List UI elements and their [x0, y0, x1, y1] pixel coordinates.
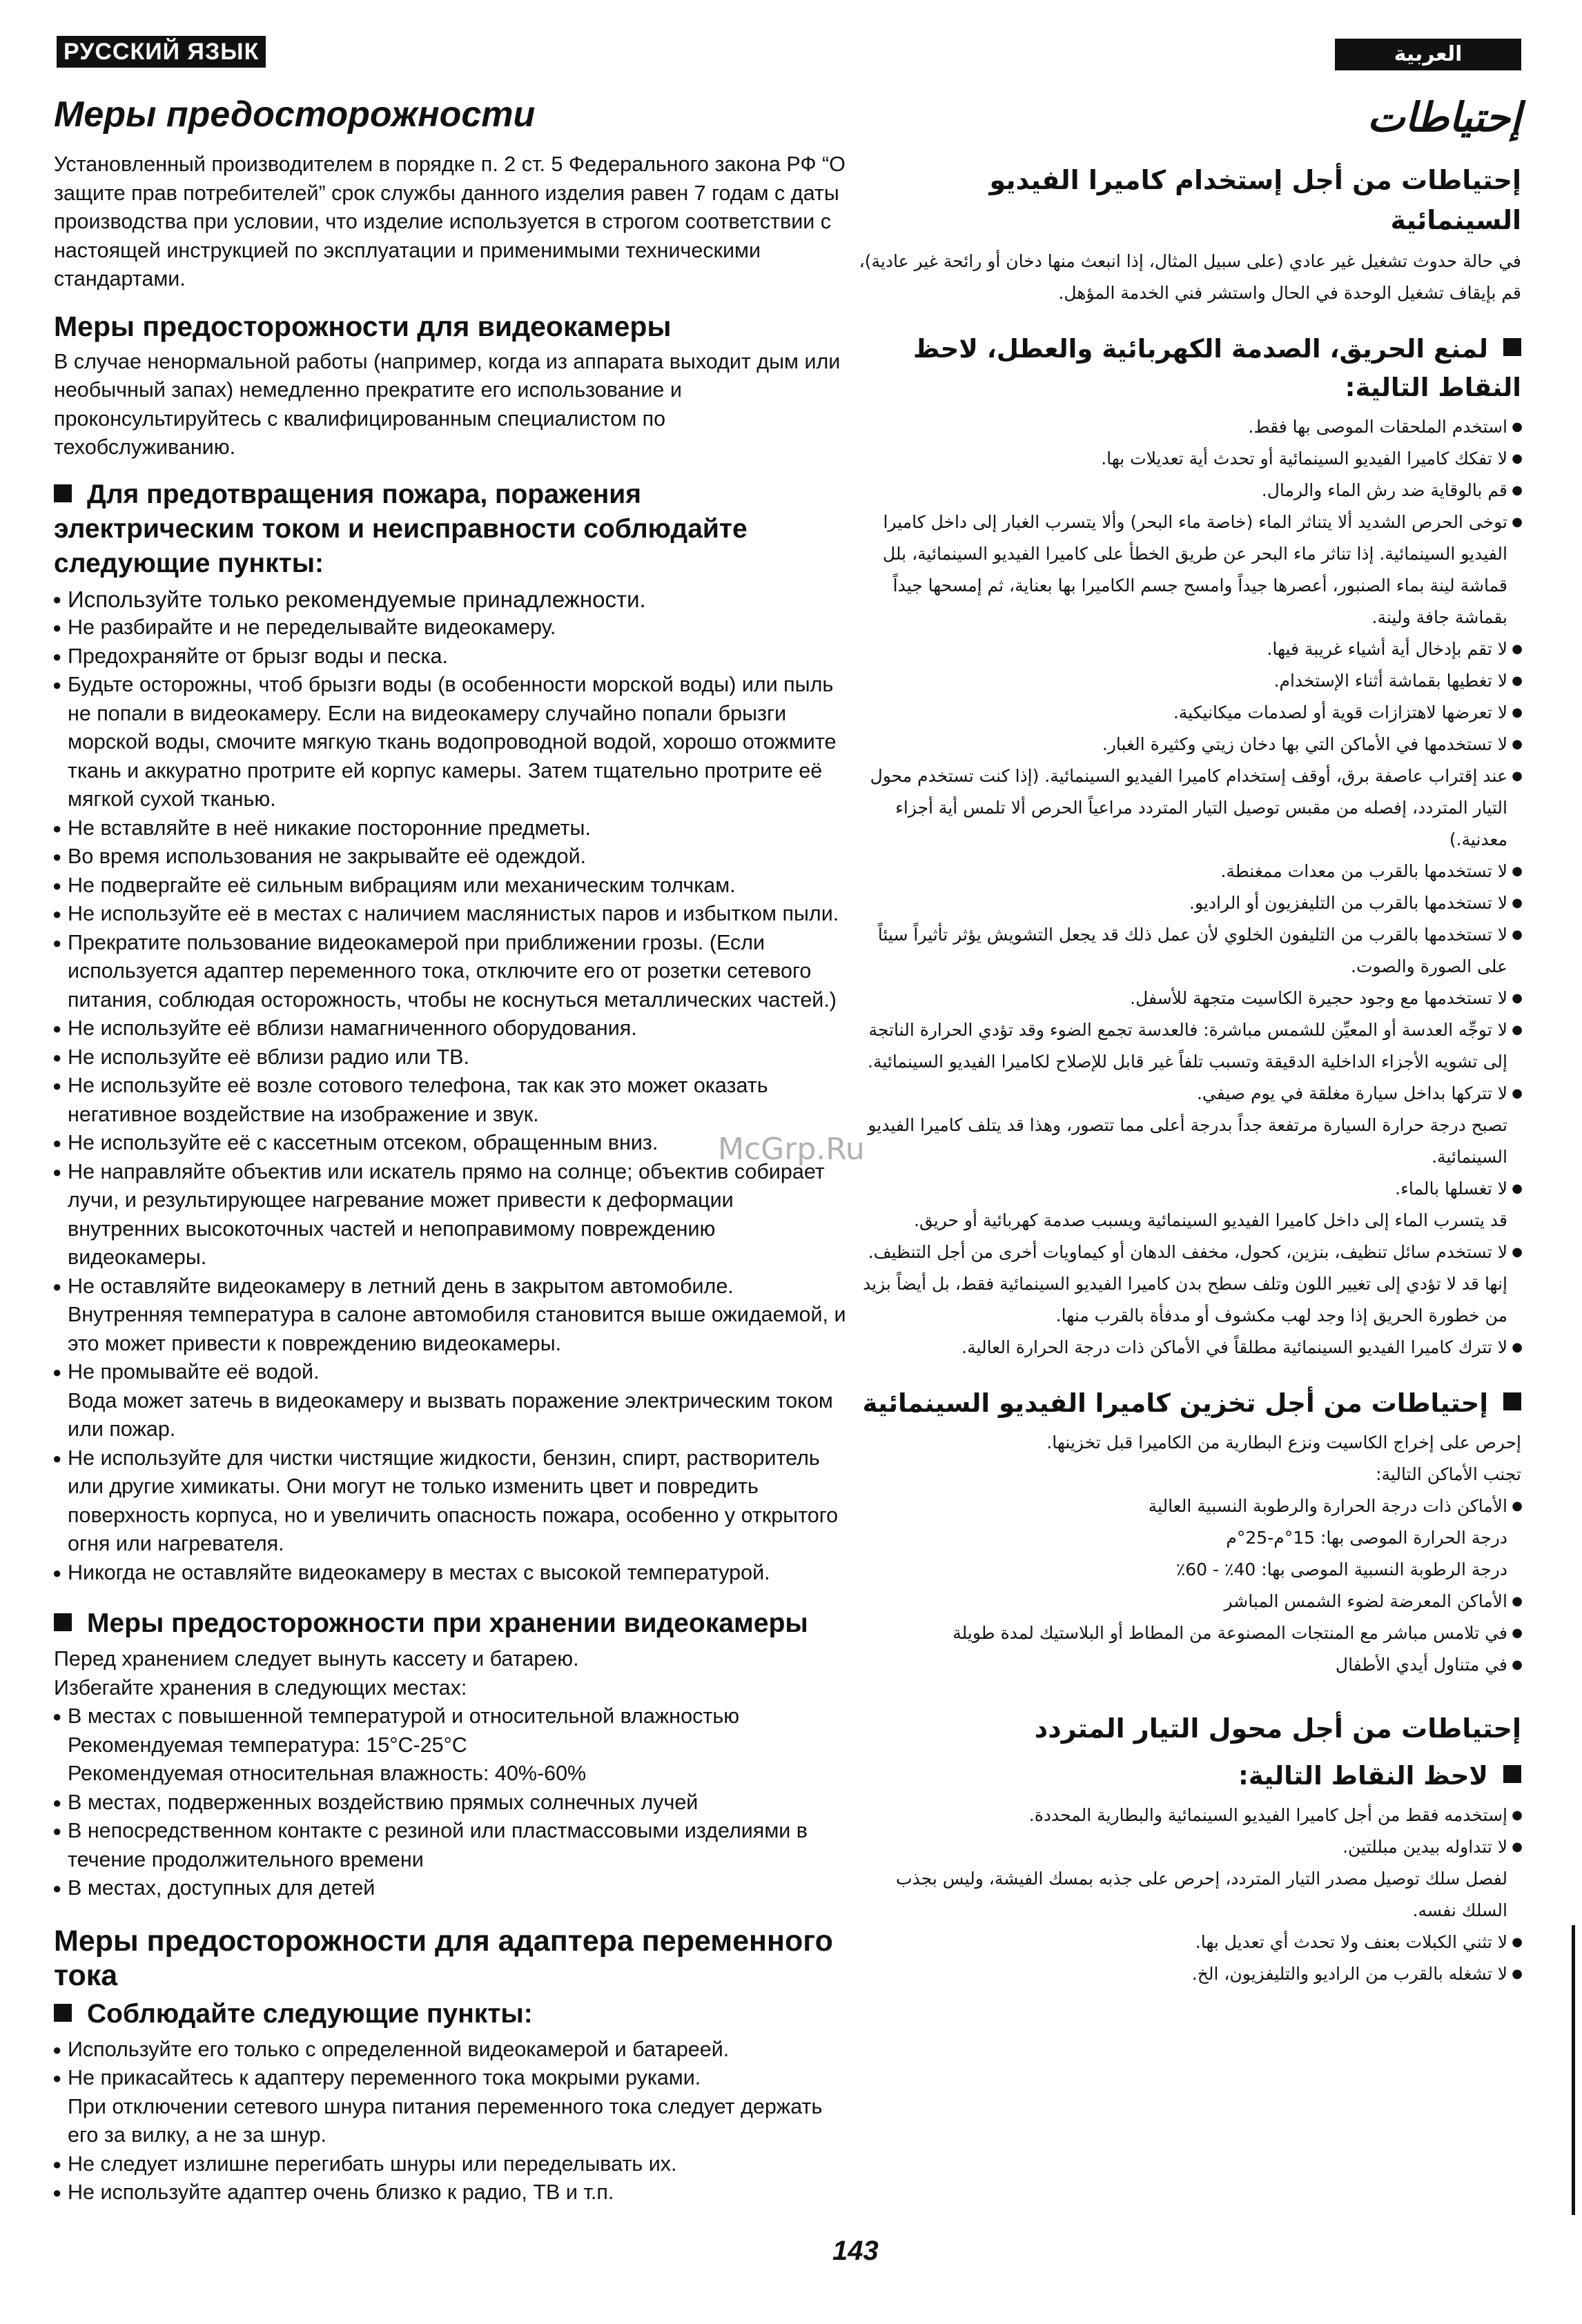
- storage-list-arabic: [859, 1490, 1521, 1522]
- adapter-subheading-arabic: لاحظ النقاط التالية:: [859, 1757, 1521, 1795]
- list-item: ● Не подвергайте её сильным вибрациям или механическим толчкам.: [54, 872, 848, 900]
- list-item: ● قم بالوقاية ضد رش الماء والرمال.: [859, 475, 1521, 506]
- list-item: ● Не вставляйте в неё никакие посторонние предметы.: [54, 814, 848, 843]
- adapter-list-arabic: [859, 1800, 1521, 1863]
- list-item: ● В непосредственном контакте с резиной или пластмассовыми изделиями в течение продолжительного времени: [54, 1817, 848, 1874]
- list-item: ● لا تستخدم سائل تنظيف، بنزين، كحول، مخفف الدهان أو كيماويات أخرى من أجل التنظيف. إنها قد لا تؤدي إلى تغيير اللون وتلف سطح بدن كاميرا الفيديو السينمائية فقط، بل أيضاً بزيد من خطورة الحريق إذا وجد لهب مكشوف أو مدفأة بالقرب منها.: [859, 1237, 1521, 1332]
- list-item: ● Не следует излишне перегибать шнуры или переделывать их.: [54, 2150, 848, 2179]
- storage-intro-1: Перед хранением следует вынуть кассету и батарею.: [54, 1647, 579, 1671]
- list-item: ● В местах, подверженных воздействию прямых солнечных лучей: [54, 1789, 848, 1818]
- list-item: ● توخى الحرص الشديد ألا يتناثر الماء (خاصة ماء البحر) وألا يتسرب الغبار إلى داخل كاميرا الفيديو السينمائية. إذا تناثر ماء البحر عن طريق الخطأ على كاميرا الفيديو السينمائية، بلل قماشة لينة بماء الصنبور، أعصرها جيداً وامسح جسم الكاميرا بها بعناية، ثم إمسحها جيداً بقماشة جافة ولينة.: [859, 506, 1521, 633]
- fire-prevention-heading: Для предотвращения пожара, поражения электрическим током и неисправности соблюдайте следующие пункты:: [54, 479, 748, 578]
- list-item: ● لا تستخدمها بالقرب من التليفزيون أو الراديو.: [859, 887, 1521, 919]
- list-item: ● لا تستخدمها بالقرب من معدات ممغنطة.: [859, 856, 1521, 887]
- list-item: ● لا تفكك كاميرا الفيديو السينمائية أو تحدث أية تعديلات بها.: [859, 443, 1521, 475]
- list-item: ● لا تثني الكبلات بعنف ولا تحدث أي تعديل بها.: [859, 1927, 1521, 1958]
- fire-prevention-list: [54, 585, 848, 1387]
- list-item: ● لا تعرضها لاهتزازات قوية أو لصدمات ميكانيكية.: [859, 697, 1521, 729]
- square-bullet-icon: [54, 2004, 72, 2022]
- storage-list: [54, 1702, 848, 1731]
- storage-temperature-arabic: درجة الحرارة الموصى بها: 15°م-25°م: [1226, 1528, 1507, 1548]
- list-item: ● Предохраняйте от брызг воды и песка.: [54, 642, 848, 671]
- list-item: ● Используйте его только с определенной видеокамерой и батареей.: [54, 2036, 848, 2065]
- fire-prevention-list-arabic: [859, 411, 1521, 1110]
- list-item: ● Не используйте её вблизи намагниченного оборудования.: [54, 1014, 848, 1043]
- list-item: ● Не прикасайтесь к адаптеру переменного тока мокрыми руками.: [54, 2064, 848, 2093]
- list-item: ● Не направляйте объектив или искатель прямо на солнце; объектив собирает лучи, и результирующее нагревание может привести к деформации внутренних высокоточных частей и непоправимому повреждению видеокамеры.: [54, 1158, 848, 1272]
- list-item: ● في تلامس مباشر مع المنتجات المصنوعة من المطاط أو البلاستيك لمدة طويلة: [859, 1617, 1521, 1649]
- storage-list-arabic-continued: [859, 1586, 1521, 1681]
- list-item: ● لا تتركها بداخل سيارة مغلقة في يوم صيفي.: [859, 1078, 1521, 1110]
- list-item: ● لا تترك كاميرا الفيديو السينمائية مطلقاً في الأماكن ذات درجة الحرارة العالية.: [859, 1332, 1521, 1363]
- camera-precautions-heading: Меры предосторожности для видеокамеры: [54, 310, 672, 342]
- storage-humidity: Рекомендуемая относительная влажность: 40%-60%: [68, 1762, 587, 1785]
- intro-paragraph: Установленный производителем в порядке п. 2 ст. 5 Федерального закона РФ “О защите прав потребителей” срок службы данного изделия равен 7 годам с даты производства при условии, что изделие используется в строгом соответствии с настоящей инструкцией по эксплуатации и применимыми техническими стандартами.: [54, 152, 846, 290]
- storage-list-continued: [54, 1789, 848, 1903]
- list-item: ● إستخدمه فقط من أجل كاميرا الفيديو السينمائية والبطارية المحددة.: [859, 1800, 1521, 1831]
- camera-precautions-intro: В случае ненормальной работы (например, когда из аппарата выходит дым или необычный запах) немедленно прекратите его использование и проконсультируйтесь с квалифицированным специалистом по техобслуживанию.: [54, 349, 841, 459]
- page-title: Меры предосторожности: [54, 95, 536, 135]
- square-bullet-icon: [1503, 338, 1521, 356]
- list-item: ● استخدم الملحقات الموصى بها فقط.: [859, 411, 1521, 443]
- list-item: ● Не используйте её возле сотового телефона, так как это может оказать негативное воздействие на изображение и звук.: [54, 1072, 848, 1129]
- adapter-note: При отключении сетевого шнура питания переменного тока следует держать его за вилку, а не за шнур.: [68, 2094, 823, 2147]
- list-item: ● Не используйте её в местах с наличием маслянистых паров и избытком пыли.: [54, 900, 848, 929]
- fire-prevention-list-continued: [54, 1444, 848, 1588]
- list-item: ● Не используйте её вблизи радио или ТВ.: [54, 1043, 848, 1072]
- list-item: ● В местах, доступных для детей: [54, 1874, 848, 1903]
- storage-intro-1-arabic: إحرص على إخراج الكاسيت ونزع البطارية من الكاميرا قبل تخزينها.: [1046, 1432, 1521, 1452]
- list-item: ● لا تستخدمها بالقرب من التليفون الخلوي لأن عمل ذلك قد يجعل التشويش يؤثر تأثيراً سيئاً على الصورة والصوت.: [859, 919, 1521, 983]
- adapter-heading: Меры предосторожности для адаптера переменного тока: [54, 1924, 833, 1992]
- list-item: ● Будьте осторожны, чтоб брызги воды (в особенности морской воды) или пыль не попали в видеокамеру. Если на видеокамеру случайно попали брызги морской воды, смочите мягкую ткань водопроводной водой, хорошо отожмите ткань и аккуратно протрите ей корпус камеры. Затем тщательно протрите её мягкой сухой тканью.: [54, 671, 848, 814]
- page-title-arabic: إحتياطات: [1367, 94, 1521, 141]
- arabic-column: [859, 88, 1521, 1990]
- list-item: ● В местах с повышенной температурой и относительной влажностью: [54, 1702, 848, 1731]
- square-bullet-icon: [54, 484, 72, 502]
- list-item: ● Прекратите пользование видеокамерой при приближении грозы. (Если используется адаптер переменного тока, отключите его от розетки сетевого питания, соблюдая осторожность, чтобы не коснуться металлических частей.): [54, 929, 848, 1015]
- watermark: McGrp.Ru: [718, 1132, 865, 1167]
- list-item: ● لا تستخدمها مع وجود حجيرة الكاسيت متجهة للأسفل.: [859, 983, 1521, 1014]
- storage-humidity-arabic: درجة الرطوبة النسبية الموصى بها: 40٪ - 60٪: [1175, 1559, 1507, 1579]
- storage-heading: Меры предосторожности при хранении видеокамеры: [54, 1606, 848, 1641]
- adapter-list-arabic-continued: [859, 1927, 1521, 1990]
- water-note: Вода может затечь в видеокамеру и вызвать поражение электрическим током или пожар.: [68, 1388, 833, 1441]
- page-edge-marker: [1572, 1925, 1575, 2215]
- list-item: ● عند إقتراب عاصفة برق، أوقف إستخدام كاميرا الفيديو السينمائية. (إذا كنت تستخدم محول التيار المتردد، إفصله من مقبس توصيل التيار المتردد مراعياً الحرص ألا تلمس أية أجزاء معدنية.): [859, 760, 1521, 856]
- list-item: ● Не промывайте её водой.: [54, 1358, 848, 1387]
- water-note-arabic: قد يتسرب الماء إلى داخل كاميرا الفيديو السينمائية ويسبب صدمة كهربائية أو حريق.: [914, 1210, 1507, 1230]
- list-item: ● Никогда не оставляйте видеокамеру в местах с высокой температурой.: [54, 1559, 848, 1588]
- car-note-arabic: تصبح درجة حرارة السيارة مرتفعة جداً بدرجة أعلى مما تتصور، وهذا قد يتلف كاميرا الفيديو السينمائية.: [868, 1115, 1507, 1167]
- page-number: 143: [832, 2236, 879, 2266]
- square-bullet-icon: [1503, 1765, 1521, 1783]
- square-bullet-icon: [1503, 1392, 1521, 1410]
- list-item: ● Не разбирайте и не переделывайте видеокамеру.: [54, 613, 848, 642]
- list-item: ● لا تغسلها بالماء.: [859, 1173, 1521, 1205]
- list-item: ● Не используйте её с кассетным отсеком, обращенным вниз.: [54, 1129, 848, 1158]
- list-item: ● Не оставляйте видеокамеру в летний день в закрытом автомобиле. Внутренняя температура в салоне автомобиля становится выше ожидаемой, и это может привести к повреждению видеокамеры.: [54, 1272, 848, 1359]
- fire-prevention-list-arabic-3: [859, 1237, 1521, 1363]
- fire-prevention-list-arabic-2: [859, 1173, 1521, 1205]
- fire-prevention-heading-arabic: لمنع الحريق، الصدمة الكهربائية والعطل، لاحظ النقاط التالية:: [913, 334, 1521, 402]
- list-item: ● الأماكن ذات درجة الحرارة والرطوبة النسبية العالية: [859, 1490, 1521, 1522]
- square-bullet-icon: [54, 1613, 72, 1631]
- adapter-heading-arabic: إحتياطات من أجل محول التيار المتردد: [1034, 1713, 1521, 1744]
- list-item: ● Не используйте адаптер очень близко к радио, ТВ и т.п.: [54, 2178, 848, 2207]
- adapter-list-continued: [54, 2150, 848, 2207]
- list-item: ● لا تستخدمها في الأماكن التي بها دخان زيتي وكثيرة الغبار.: [859, 729, 1521, 760]
- adapter-subheading: Соблюдайте следующие пункты:: [54, 1997, 848, 2031]
- list-item: ● Используйте только рекомендуемые принадлежности.: [54, 585, 848, 614]
- list-item: ● لا تشغله بالقرب من الراديو والتليفزيون، الخ.: [859, 1958, 1521, 1990]
- adapter-list: [54, 2036, 848, 2093]
- storage-temperature: Рекомендуемая температура: 15°С-25°С: [68, 1733, 467, 1757]
- adapter-note-arabic: لفصل سلك توصيل مصدر التيار المتردد، إحرص على جذبه بمسك الفيشة، وليس بجذب السلك نفسه.: [896, 1869, 1507, 1920]
- list-item: ● الأماكن المعرضة لضوء الشمس المباشر: [859, 1586, 1521, 1617]
- list-item: ● Во время использования не закрывайте её одеждой.: [54, 843, 848, 872]
- language-badge-arabic: العربية: [1335, 39, 1521, 70]
- camera-precautions-heading-arabic: إحتياطات من أجل إستخدام كاميرا الفيديو السينمائية: [989, 165, 1521, 235]
- camera-precautions-intro-arabic: في حالة حدوث تشغيل غير عادي (على سبيل المثال، إذا انبعث منها دخان أو رائحة غير عادية)، قم بإيقاف تشغيل الوحدة في الحال واستشر فني الخدمة المؤهل.: [859, 251, 1521, 303]
- list-item: ● لا تقم بإدخال أية أشياء غريبة فيها.: [859, 633, 1521, 665]
- list-item: ● لا توجِّه العدسة أو المعيِّن للشمس مباشرة: فالعدسة تجمع الضوء وقد تؤدي الحرارة الناتجة إلى تشويه الأجزاء الداخلية الدقيقة وتسبب تلفاً غير قابل للإصلاح لكاميرا الفيديو السينمائية.: [859, 1014, 1521, 1078]
- list-item: ● لا تتداوله بيدين مبللتين.: [859, 1831, 1521, 1863]
- list-item: ● Не используйте для чистки чистящие жидкости, бензин, спирт, растворитель или другие химикаты. Они могут не только изменить цвет и повредить поверхность корпуса, но и увеличить опасность пожара, особенно у открытого огня или нагревателя.: [54, 1444, 848, 1559]
- storage-intro-2: Избегайте хранения в следующих местах:: [54, 1675, 467, 1700]
- storage-heading-arabic: إحتياطات من أجل تخزين كاميرا الفيديو السينمائية: [859, 1384, 1521, 1423]
- list-item: ● لا تغطيها بقماشة أثناء الإستخدام.: [859, 665, 1521, 697]
- language-badge-russian: РУССКИЙ ЯЗЫК: [57, 36, 266, 68]
- storage-intro-2-arabic: تجنب الأماكن التالية:: [1376, 1464, 1521, 1484]
- list-item: ● في متناول أيدي الأطفال: [859, 1649, 1521, 1681]
